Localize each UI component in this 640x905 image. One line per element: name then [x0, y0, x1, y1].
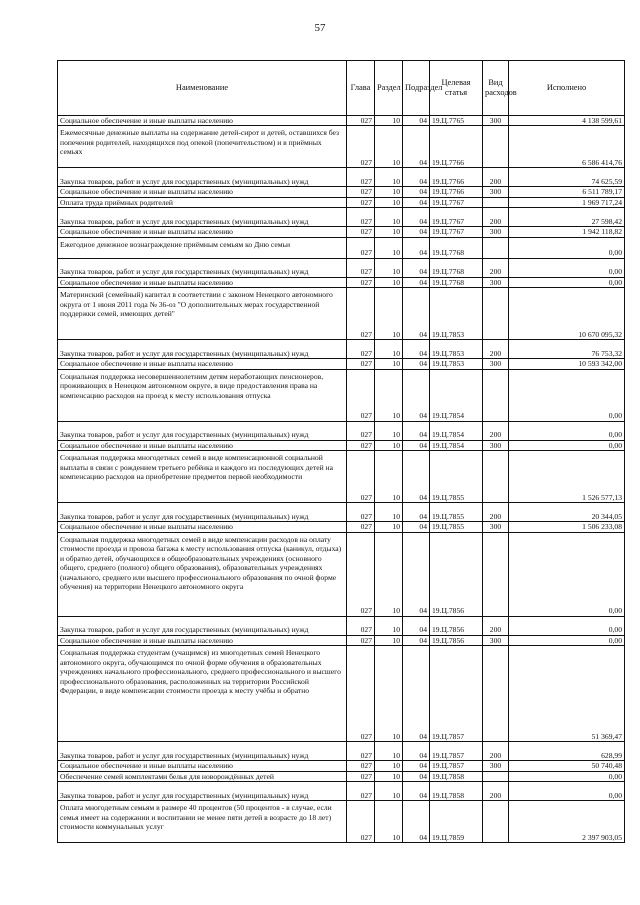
row-target: 19.Ц.7857	[430, 761, 483, 771]
table-row	[58, 440, 625, 450]
row-target: 19.Ц.7857	[430, 742, 483, 761]
row-executed: 0,00	[509, 635, 625, 645]
row-target: 19.Ц.7766	[430, 126, 483, 168]
row-target: 19.Ц.7856	[430, 635, 483, 645]
header-vid: Вид расходов	[483, 61, 509, 116]
row-target: 19.Ц.7767	[430, 227, 483, 237]
row-razdel: 10	[375, 277, 403, 287]
table-row	[58, 340, 625, 359]
row-name: Ежемесячные денежные выплаты на содержание детей-сирот и детей, оставшихся без попечения родителей, находящихся под опекой (попечительством) и в приёмных семьях	[58, 126, 347, 168]
row-vid	[483, 369, 509, 421]
row-glava: 027	[347, 742, 375, 761]
row-podrazdel: 04	[403, 359, 430, 369]
row-name: Социальное обеспечение и иные выплаты населению	[58, 359, 347, 369]
row-executed: 2 397 903,05	[509, 801, 625, 843]
row-executed: 74 625,59	[509, 168, 625, 187]
row-glava: 027	[347, 208, 375, 227]
row-razdel: 10	[375, 761, 403, 771]
row-razdel: 10	[375, 197, 403, 207]
row-target: 19.Ц.7855	[430, 522, 483, 532]
row-vid	[483, 451, 509, 503]
row-razdel: 10	[375, 340, 403, 359]
row-vid: 200	[483, 340, 509, 359]
row-glava: 027	[347, 126, 375, 168]
row-vid: 200	[483, 208, 509, 227]
row-target: 19.Ц.7768	[430, 258, 483, 277]
table-row	[58, 168, 625, 187]
row-glava: 027	[347, 801, 375, 843]
row-vid: 300	[483, 635, 509, 645]
header-glava: Глава	[347, 61, 375, 116]
row-podrazdel: 04	[403, 771, 430, 781]
row-glava: 027	[347, 359, 375, 369]
row-razdel: 10	[375, 227, 403, 237]
row-podrazdel: 04	[403, 208, 430, 227]
row-target: 19.Ц.7766	[430, 168, 483, 187]
table-row	[58, 227, 625, 237]
table-row	[58, 288, 625, 340]
row-vid: 200	[483, 503, 509, 522]
row-executed: 628,99	[509, 742, 625, 761]
row-name: Ежегодное денежное вознаграждение приёмным семьям ко Дню семьи	[58, 237, 347, 258]
row-podrazdel: 04	[403, 237, 430, 258]
row-podrazdel: 04	[403, 277, 430, 287]
row-vid	[483, 288, 509, 340]
row-glava: 027	[347, 277, 375, 287]
table-row	[58, 369, 625, 421]
row-target: 19.Ц.7855	[430, 503, 483, 522]
table-row	[58, 742, 625, 761]
row-target: 19.Ц.7856	[430, 532, 483, 616]
row-razdel: 10	[375, 168, 403, 187]
row-executed: 0,00	[509, 782, 625, 801]
row-vid	[483, 237, 509, 258]
row-glava: 027	[347, 761, 375, 771]
table-row	[58, 359, 625, 369]
table-row	[58, 197, 625, 207]
row-podrazdel: 04	[403, 532, 430, 616]
row-razdel: 10	[375, 440, 403, 450]
table-row	[58, 258, 625, 277]
table-row	[58, 237, 625, 258]
table-row	[58, 116, 625, 126]
row-podrazdel: 04	[403, 197, 430, 207]
row-razdel: 10	[375, 451, 403, 503]
row-name: Социальное обеспечение и иные выплаты населению	[58, 116, 347, 126]
row-glava: 027	[347, 369, 375, 421]
row-executed: 6 511 789,17	[509, 187, 625, 197]
row-razdel: 10	[375, 369, 403, 421]
row-glava: 027	[347, 258, 375, 277]
row-target: 19.Ц.7853	[430, 359, 483, 369]
row-vid: 300	[483, 359, 509, 369]
row-vid: 200	[483, 616, 509, 635]
row-name: Социальное обеспечение и иные выплаты населению	[58, 227, 347, 237]
row-glava: 027	[347, 168, 375, 187]
row-name: Обеспечение семей комплектами белья для новорождённых детей	[58, 771, 347, 781]
row-name: Материнский (семейный) капитал в соответствии с законом Ненецкого автономного округа от 1 июня 2011 года № 36-оз "О дополнительных мерах государственной поддержки семей, имеющих детей"	[58, 288, 347, 340]
row-target: 19.Ц.7859	[430, 801, 483, 843]
row-podrazdel: 04	[403, 168, 430, 187]
row-glava: 027	[347, 440, 375, 450]
row-executed: 10 670 095,32	[509, 288, 625, 340]
row-executed: 4 138 599,61	[509, 116, 625, 126]
row-name: Закупка товаров, работ и услуг для государственных (муниципальных) нужд	[58, 742, 347, 761]
row-glava: 027	[347, 503, 375, 522]
row-vid: 300	[483, 277, 509, 287]
row-razdel: 10	[375, 771, 403, 781]
row-glava: 027	[347, 646, 375, 742]
row-vid: 300	[483, 761, 509, 771]
row-vid: 300	[483, 116, 509, 126]
row-podrazdel: 04	[403, 187, 430, 197]
row-name: Социальная поддержка несовершеннолетним детям неработающих пенсионеров, проживающих в Ненецком автономном округе, в виде предоставления права на компенсацию расходов на проезд к месту использования отпуска	[58, 369, 347, 421]
row-podrazdel: 04	[403, 616, 430, 635]
row-target: 19.Ц.7765	[430, 116, 483, 126]
row-target: 19.Ц.7856	[430, 616, 483, 635]
row-razdel: 10	[375, 616, 403, 635]
row-razdel: 10	[375, 782, 403, 801]
row-vid: 300	[483, 440, 509, 450]
row-name: Закупка товаров, работ и услуг для государственных (муниципальных) нужд	[58, 616, 347, 635]
row-target: 19.Ц.7857	[430, 646, 483, 742]
row-target: 19.Ц.7767	[430, 197, 483, 207]
row-podrazdel: 04	[403, 635, 430, 645]
row-razdel: 10	[375, 208, 403, 227]
row-name: Оплата многодетным семьям в размере 40 процентов (50 процентов - в случае, если семья имеет на содержании и воспитании не менее пяти детей в возрасте до 18 лет) стоимости коммунальных услуг	[58, 801, 347, 843]
row-executed: 76 753,32	[509, 340, 625, 359]
row-executed: 0,00	[509, 277, 625, 287]
row-podrazdel: 04	[403, 646, 430, 742]
row-razdel: 10	[375, 421, 403, 440]
row-glava: 027	[347, 187, 375, 197]
row-glava: 027	[347, 288, 375, 340]
row-podrazdel: 04	[403, 440, 430, 450]
row-glava: 027	[347, 340, 375, 359]
row-glava: 027	[347, 451, 375, 503]
row-target: 19.Ц.7766	[430, 187, 483, 197]
row-name: Закупка товаров, работ и услуг для государственных (муниципальных) нужд	[58, 340, 347, 359]
row-executed: 0,00	[509, 237, 625, 258]
row-executed: 1 969 717,24	[509, 197, 625, 207]
row-vid	[483, 801, 509, 843]
row-razdel: 10	[375, 801, 403, 843]
row-vid	[483, 771, 509, 781]
row-podrazdel: 04	[403, 761, 430, 771]
row-razdel: 10	[375, 635, 403, 645]
row-target: 19.Ц.7858	[430, 771, 483, 781]
row-executed: 1 506 233,08	[509, 522, 625, 532]
row-podrazdel: 04	[403, 340, 430, 359]
row-name: Закупка товаров, работ и услуг для государственных (муниципальных) нужд	[58, 782, 347, 801]
row-podrazdel: 04	[403, 503, 430, 522]
row-vid: 300	[483, 522, 509, 532]
row-vid: 300	[483, 187, 509, 197]
row-podrazdel: 04	[403, 227, 430, 237]
row-podrazdel: 04	[403, 116, 430, 126]
table-row	[58, 421, 625, 440]
row-razdel: 10	[375, 646, 403, 742]
row-vid	[483, 126, 509, 168]
row-name: Социальное обеспечение и иные выплаты населению	[58, 187, 347, 197]
table-row	[58, 522, 625, 532]
row-target: 19.Ц.7768	[430, 277, 483, 287]
table-row	[58, 801, 625, 843]
row-executed: 50 740,48	[509, 761, 625, 771]
row-vid: 200	[483, 258, 509, 277]
row-name: Оплата труда приёмных родителей	[58, 197, 347, 207]
row-razdel: 10	[375, 237, 403, 258]
row-target: 19.Ц.7855	[430, 451, 483, 503]
row-vid	[483, 532, 509, 616]
row-vid	[483, 646, 509, 742]
row-vid: 300	[483, 227, 509, 237]
row-target: 19.Ц.7767	[430, 208, 483, 227]
row-name: Закупка товаров, работ и услуг для государственных (муниципальных) нужд	[58, 208, 347, 227]
row-podrazdel: 04	[403, 421, 430, 440]
row-podrazdel: 04	[403, 782, 430, 801]
row-podrazdel: 04	[403, 369, 430, 421]
row-glava: 027	[347, 532, 375, 616]
row-target: 19.Ц.7854	[430, 421, 483, 440]
row-vid: 200	[483, 168, 509, 187]
row-razdel: 10	[375, 359, 403, 369]
page-number: 57	[314, 22, 326, 34]
row-glava: 027	[347, 635, 375, 645]
row-glava: 027	[347, 116, 375, 126]
row-glava: 027	[347, 237, 375, 258]
row-razdel: 10	[375, 532, 403, 616]
row-executed: 1 942 118,82	[509, 227, 625, 237]
row-executed: 0,00	[509, 258, 625, 277]
row-razdel: 10	[375, 522, 403, 532]
row-glava: 027	[347, 421, 375, 440]
row-glava: 027	[347, 522, 375, 532]
row-glava: 027	[347, 782, 375, 801]
row-podrazdel: 04	[403, 801, 430, 843]
row-razdel: 10	[375, 742, 403, 761]
row-executed: 1 526 577,13	[509, 451, 625, 503]
row-executed: 51 369,47	[509, 646, 625, 742]
row-executed: 0,00	[509, 771, 625, 781]
header-target: Целевая статья	[430, 61, 483, 116]
table-row	[58, 761, 625, 771]
row-podrazdel: 04	[403, 742, 430, 761]
row-podrazdel: 04	[403, 258, 430, 277]
row-executed: 0,00	[509, 532, 625, 616]
row-target: 19.Ц.7853	[430, 340, 483, 359]
row-vid: 200	[483, 742, 509, 761]
row-vid	[483, 197, 509, 207]
row-name: Социальное обеспечение и иные выплаты населению	[58, 277, 347, 287]
row-executed: 0,00	[509, 440, 625, 450]
table-row	[58, 616, 625, 635]
row-name: Закупка товаров, работ и услуг для государственных (муниципальных) нужд	[58, 503, 347, 522]
row-name: Социальное обеспечение и иные выплаты населению	[58, 761, 347, 771]
table-row	[58, 187, 625, 197]
row-executed: 6 586 414,76	[509, 126, 625, 168]
row-podrazdel: 04	[403, 451, 430, 503]
row-razdel: 10	[375, 116, 403, 126]
row-name: Социальная поддержка многодетных семей в виде компенсации расходов на оплату стоимости проезда и провоза багажа к месту использования отпуска (каникул, отдыха) и обратно детей, обучающихся в общеобразовательных учреждениях (основного общего, среднего (полного) общего образования), образовательных учреждениях (начального, среднего или высшего профессионального образования по очной форме обучения) на территории Ненецкого автономного округа	[58, 532, 347, 616]
row-glava: 027	[347, 771, 375, 781]
row-executed: 27 598,42	[509, 208, 625, 227]
row-executed: 0,00	[509, 369, 625, 421]
header-name: Наименование	[58, 61, 347, 116]
row-podrazdel: 04	[403, 126, 430, 168]
row-target: 19.Ц.7854	[430, 440, 483, 450]
row-executed: 20 344,05	[509, 503, 625, 522]
row-name: Социальная поддержка многодетных семей в виде компенсационной социальной выплаты в связи с рождением третьего ребёнка и каждого из последующих детей на компенсацию расходов на приобретение предметов первой необходимости	[58, 451, 347, 503]
row-razdel: 10	[375, 258, 403, 277]
row-vid: 200	[483, 782, 509, 801]
row-glava: 027	[347, 197, 375, 207]
row-name: Социальная поддержка студентам (учащимся) из многодетных семей Ненецкого автономного округа, обучающимся по очной форме обучения в образовательных учреждениях начального профессионального, среднего профессионального и высшего профессионального образования, расположенных на территории Российской Федерации, в виде компенсации стоимости проезда к месту учёбы и обратно	[58, 646, 347, 742]
row-razdel: 10	[375, 288, 403, 340]
row-name: Социальное обеспечение и иные выплаты населению	[58, 635, 347, 645]
row-target: 19.Ц.7854	[430, 369, 483, 421]
table-row	[58, 635, 625, 645]
table-row	[58, 771, 625, 781]
row-vid: 200	[483, 421, 509, 440]
row-razdel: 10	[375, 187, 403, 197]
row-glava: 027	[347, 616, 375, 635]
table-row	[58, 646, 625, 742]
table-header-row	[58, 61, 625, 116]
row-name: Социальное обеспечение и иные выплаты населению	[58, 522, 347, 532]
row-target: 19.Ц.7853	[430, 288, 483, 340]
table-row	[58, 782, 625, 801]
header-executed: Исполнено	[509, 61, 625, 116]
row-executed: 10 593 342,00	[509, 359, 625, 369]
table-row	[58, 277, 625, 287]
row-executed: 0,00	[509, 616, 625, 635]
table-row	[58, 503, 625, 522]
table-row	[58, 451, 625, 503]
row-target: 19.Ц.7768	[430, 237, 483, 258]
row-executed: 0,00	[509, 421, 625, 440]
table-row	[58, 532, 625, 616]
row-name: Закупка товаров, работ и услуг для государственных (муниципальных) нужд	[58, 421, 347, 440]
budget-table	[57, 60, 625, 843]
table-row	[58, 126, 625, 168]
header-podrazdel: Подраздел	[403, 61, 430, 116]
row-glava: 027	[347, 227, 375, 237]
row-podrazdel: 04	[403, 522, 430, 532]
row-razdel: 10	[375, 126, 403, 168]
row-razdel: 10	[375, 503, 403, 522]
row-name: Социальное обеспечение и иные выплаты населению	[58, 440, 347, 450]
table-row	[58, 208, 625, 227]
row-name: Закупка товаров, работ и услуг для государственных (муниципальных) нужд	[58, 168, 347, 187]
header-razdel: Раздел	[375, 61, 403, 116]
row-podrazdel: 04	[403, 288, 430, 340]
row-name: Закупка товаров, работ и услуг для государственных (муниципальных) нужд	[58, 258, 347, 277]
row-target: 19.Ц.7858	[430, 782, 483, 801]
